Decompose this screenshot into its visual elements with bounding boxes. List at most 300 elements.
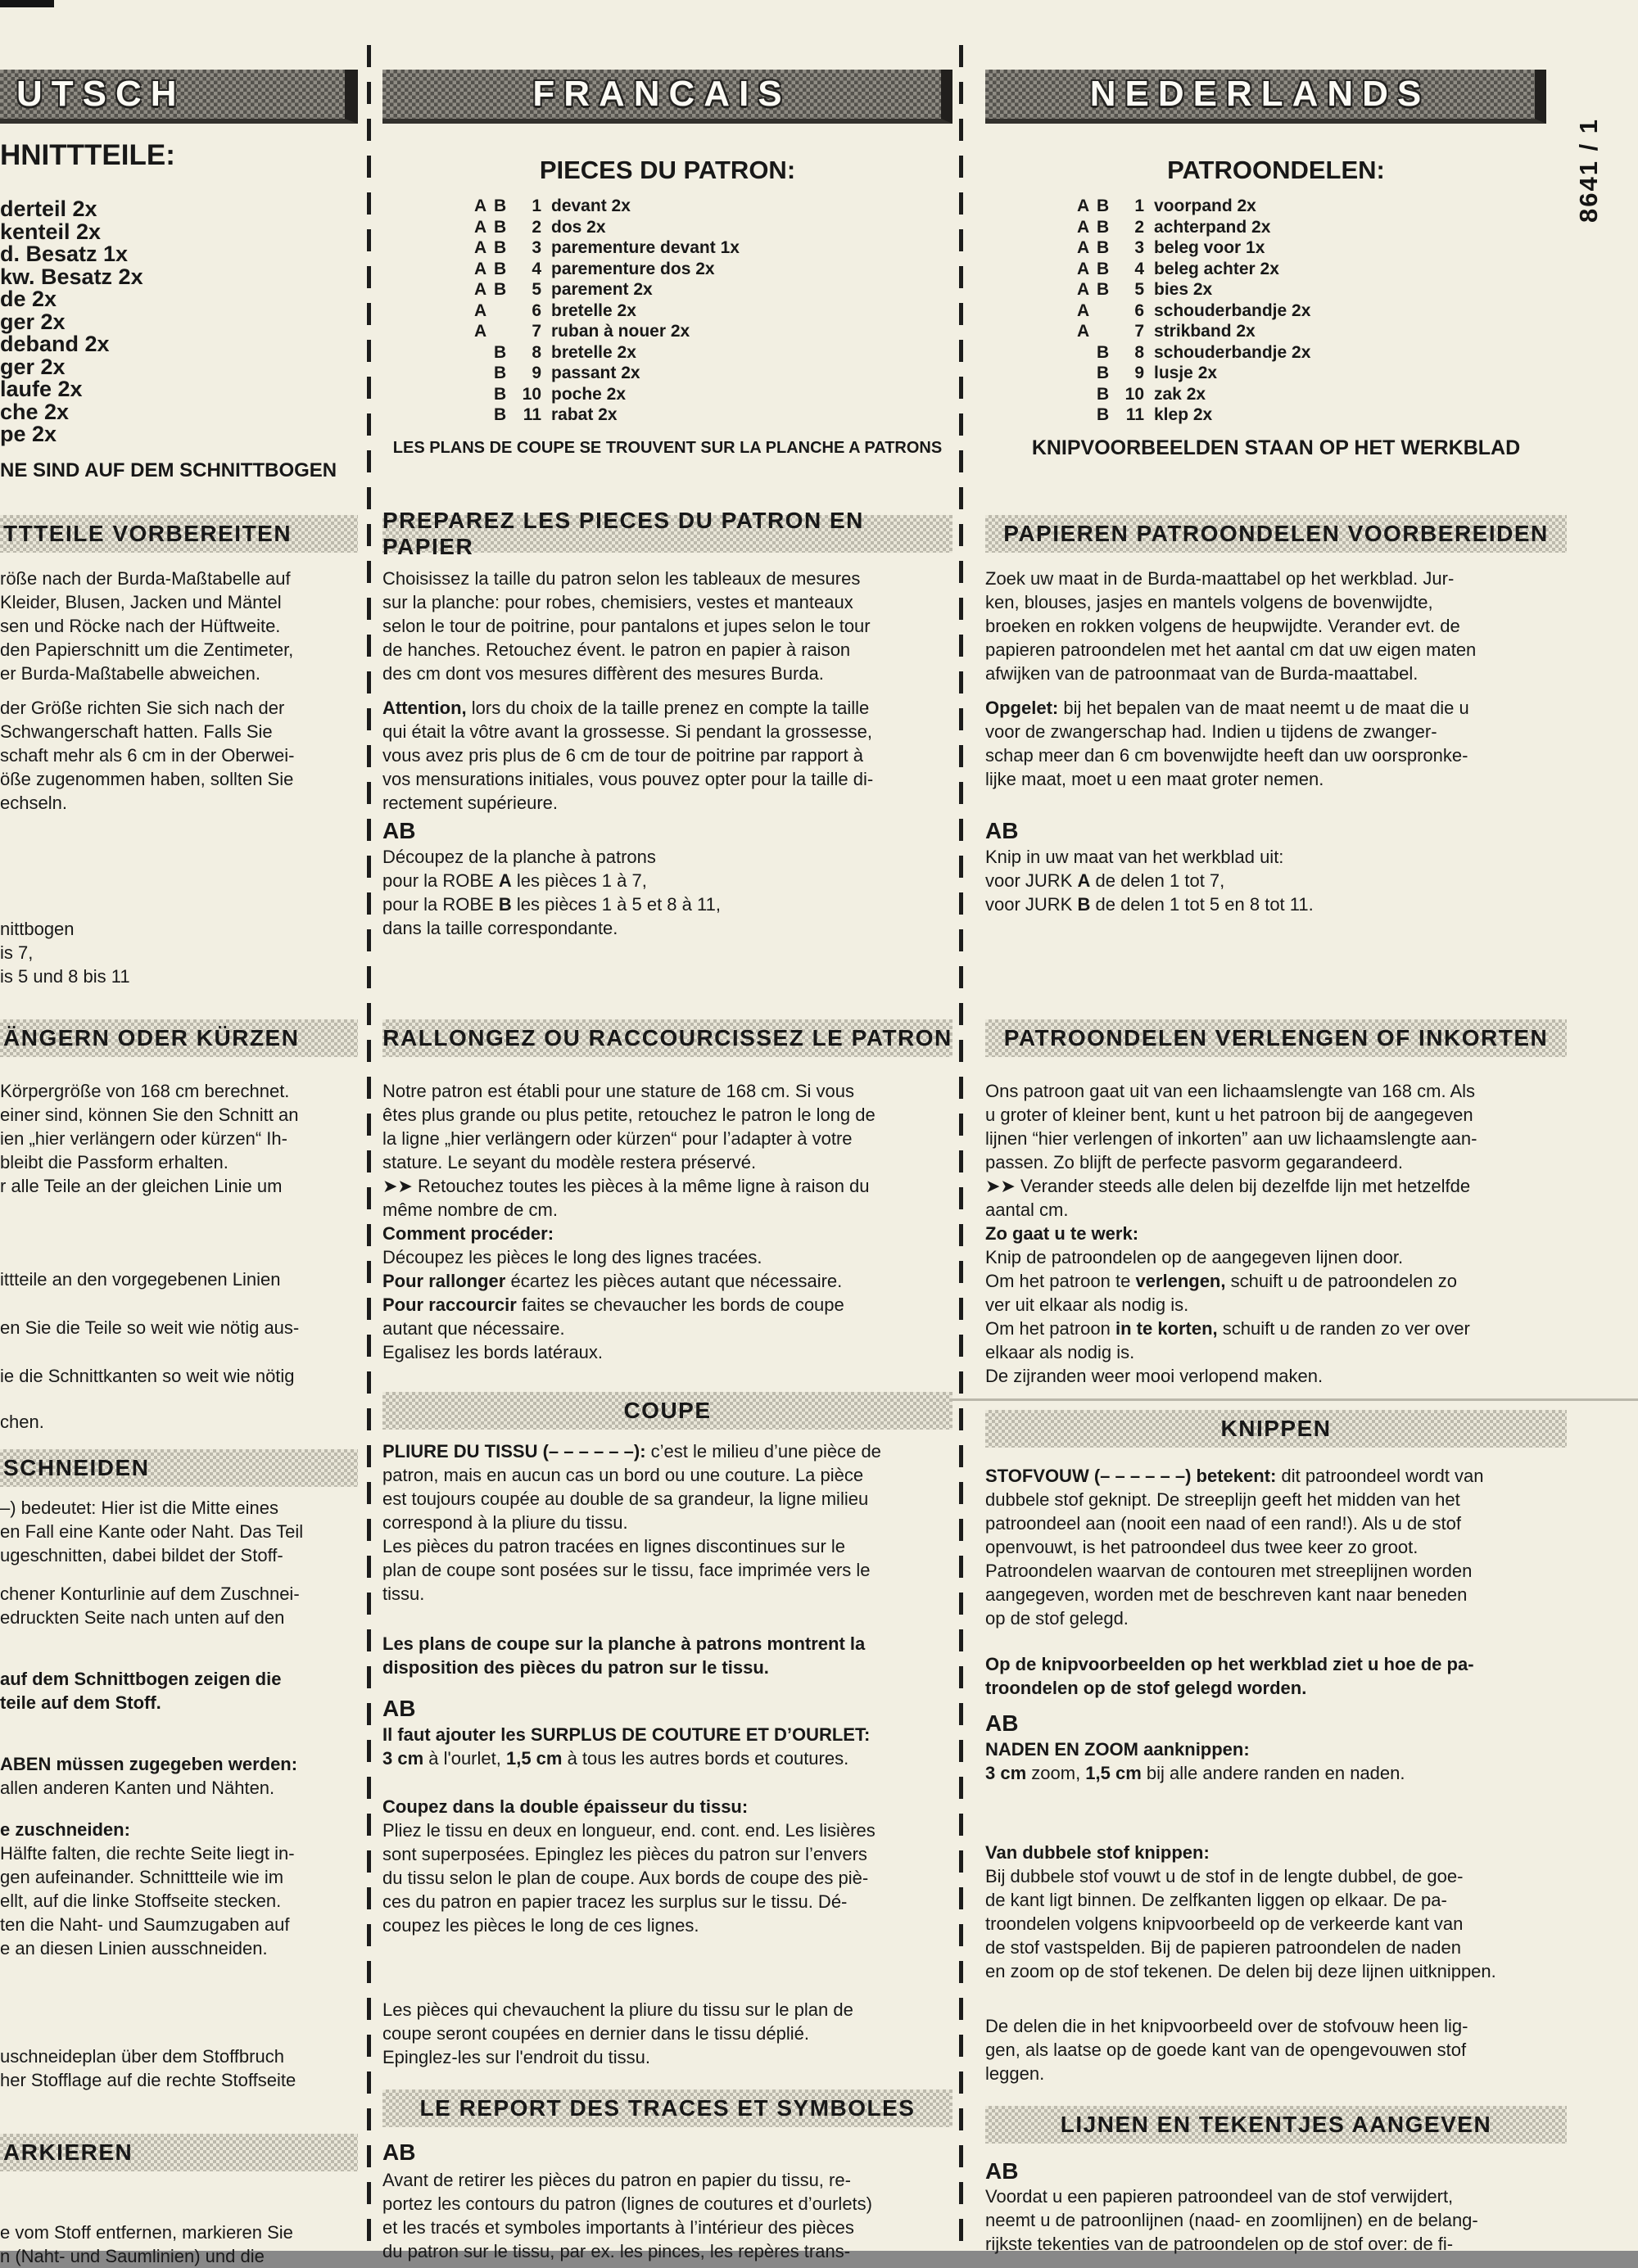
paragraph — [985, 1652, 1567, 1700]
text-line: ie die Schnittkanten so weit wie nötig — [0, 1366, 295, 1386]
text-line: ver uit elkaar als nodig is. — [985, 1294, 1189, 1315]
language-bar — [0, 70, 358, 124]
piece-name-cell: ger 2x — [0, 309, 66, 334]
language-bar-label: FRANCAIS — [532, 74, 791, 114]
text-line: allen anderen Kanten und Nähten. — [0, 1778, 275, 1798]
piece-name-cell: kenteil 2x — [0, 219, 102, 244]
text-line: öße zugenommen haben, sollten Sie — [0, 769, 294, 789]
view-b-cell: B — [1097, 405, 1110, 424]
text-line: einer sind, können Sie den Schnitt an — [0, 1105, 299, 1125]
section-band — [382, 2090, 952, 2127]
piece-name-cell: parementure dos 2x — [551, 259, 715, 278]
text-line: papieren patroondelen met het aantal cm dat uw eigen maten — [985, 639, 1477, 660]
text-line: de hanches. Retouchez évent. le patron en papier à raison — [382, 639, 851, 660]
text-line: voor de zwangerschap had. Indien u tijdens de zwanger- — [985, 721, 1437, 742]
section-band — [985, 515, 1567, 553]
text-line: coupe seront coupées en dernier dans le tissu déplié. — [382, 2023, 810, 2044]
text-line: AB — [985, 1710, 1019, 1736]
view-a-cell: A — [1077, 322, 1090, 341]
text-line: is 5 und 8 bis 11 — [0, 966, 130, 987]
text-line: dubbele stof geknipt. De streeplijn geeft het midden van het — [985, 1489, 1460, 1510]
piece-name-cell: ruban à nouer 2x — [551, 322, 690, 341]
view-a-cell: A — [474, 322, 487, 341]
text-line: vous avez pris plus de 6 cm de tour de poitrine par rapport à — [382, 745, 863, 766]
section-band-label: ÄNGERN ODER KÜRZEN — [3, 1025, 300, 1050]
pattern-piece-list — [985, 197, 1567, 427]
view-a-cell: A — [1077, 300, 1090, 320]
text-line: portez les contours du patron (lignes de coutures et d’ourlets) — [382, 2193, 872, 2214]
language-bar — [985, 70, 1546, 124]
text-line: troondelen op de stof gelegd worden. — [985, 1678, 1307, 1698]
pattern-piece-row — [474, 405, 952, 427]
piece-name-cell: strikband 2x — [1154, 322, 1256, 341]
text-line: den Papierschnitt um die Zentimeter, — [0, 639, 294, 660]
paragraph — [985, 2014, 1567, 2085]
pattern-piece-row — [1077, 238, 1567, 260]
section-band — [985, 1410, 1567, 1448]
text-line: Bij dubbele stof vouwt u de stof in de lengte dubbel, de goe- — [985, 1866, 1464, 1886]
paragraph — [0, 567, 358, 685]
piece-number-cell: 2 — [1134, 217, 1144, 237]
text-line: Pliez le tissu en deux en longueur, end. cont. end. Les lisières — [382, 1820, 876, 1841]
view-b-cell: B — [1097, 197, 1110, 215]
view-a-cell: A — [474, 280, 487, 299]
paragraph — [985, 1841, 1567, 1983]
note-line — [985, 436, 1567, 460]
pattern-piece-row — [474, 301, 952, 323]
section-band-label: PREPAREZ LES PIECES DU PATRON EN PAPIER — [382, 508, 864, 559]
ab-heading — [985, 1711, 1567, 1735]
text-line: sur la planche: pour robes, chemisiers, vestes et manteaux — [382, 592, 853, 612]
piece-name-cell: passant 2x — [551, 364, 640, 382]
piece-name-cell: che 2x — [0, 399, 70, 424]
text-line: elkaar als nodig is. — [985, 1342, 1135, 1362]
paragraph — [985, 1464, 1567, 1630]
text-line: Il faut ajouter les SURPLUS DE COUTURE ET D’OURLET: — [382, 1724, 871, 1745]
paragraph — [985, 1079, 1567, 1388]
text-line: même nombre de cm. — [382, 1200, 558, 1220]
text-line: Van dubbele stof knippen: — [985, 1842, 1210, 1863]
paragraph — [985, 845, 1567, 916]
text-line: êtes plus grande ou plus petite, retouchez le patron le long de — [382, 1105, 876, 1125]
view-a-cell: A — [474, 197, 487, 215]
text-line: coupez les pièces le long de ces lignes. — [382, 1915, 699, 1936]
paragraph — [0, 1818, 358, 1960]
text-line: disposition des pièces du patron sur le tissu. — [382, 1657, 769, 1678]
piece-number-cell: 7 — [1134, 322, 1144, 341]
piece-name-cell: de 2x — [0, 287, 57, 311]
piece-number-cell: 6 — [1134, 300, 1144, 320]
pattern-piece-row — [0, 287, 358, 309]
text-line: Choisissez la taille du patron selon les tableaux de mesures — [382, 568, 861, 589]
text-line: Pour raccourcir faites se chevaucher les bords de coupe — [382, 1294, 844, 1315]
column-title: HNITTTEILE: — [0, 139, 175, 171]
text-line: selon le tour de poitrine, pour pantalons et jupes selon le tour — [382, 616, 871, 636]
text-line: röße nach der Burda-Maßtabelle auf — [0, 568, 291, 589]
paragraph — [382, 1795, 952, 1937]
piece-name-cell: dos 2x — [551, 217, 606, 237]
text-line: ken, blouses, jasjes en mantels volgens de bovenwijdte, — [985, 592, 1433, 612]
piece-number-cell: 10 — [1124, 384, 1144, 404]
text-line: er Burda-Maßtabelle abweichen. — [0, 663, 260, 684]
text-line: ten die Naht- und Saumzugaben auf — [0, 1914, 290, 1935]
pattern-piece-row — [474, 197, 952, 218]
paragraph — [0, 1496, 358, 1567]
text-line: Om het patroon te verlengen, schuift u de patroondelen zo — [985, 1271, 1458, 1291]
view-a-cell: A — [474, 238, 487, 257]
piece-name-cell: pe 2x — [0, 422, 57, 446]
pattern-piece-list — [0, 197, 358, 445]
piece-number-cell: 8 — [532, 342, 541, 362]
text-line: Coupez dans la double épaisseur du tissu: — [382, 1796, 749, 1817]
view-b-cell: B — [1097, 280, 1110, 299]
text-line: KNIPVOORBEELDEN STAAN OP HET WERKBLAD — [1031, 436, 1521, 459]
pattern-piece-row — [474, 343, 952, 364]
pattern-piece-row — [0, 377, 358, 400]
view-b-cell: B — [494, 217, 507, 237]
text-line: gen, als laatse op de goede kant van de opengevouwen stof — [985, 2040, 1467, 2060]
text-line: Pour rallonger écartez les pièces autant que nécessaire. — [382, 1271, 843, 1291]
view-b-cell: B — [1097, 238, 1110, 257]
section-band-label: PAPIEREN PATROONDELEN VOORBEREIDEN — [1003, 521, 1549, 546]
ab-heading — [985, 2159, 1567, 2183]
pattern-piece-row — [1077, 405, 1567, 427]
piece-name-cell: d. Besatz 1x — [0, 242, 129, 266]
piece-name-cell: laufe 2x — [0, 377, 83, 401]
text-line: afwijken van de patroonmaat van de Burda-maattabel. — [985, 663, 1419, 684]
pattern-piece-row — [0, 422, 358, 445]
paragraph — [382, 1079, 952, 1364]
text-line: et les tracés et symboles importants à l’intérieur des pièces — [382, 2217, 854, 2238]
pattern-piece-row — [0, 242, 358, 264]
piece-number-cell: 1 — [1134, 197, 1144, 215]
text-line: nittbogen — [0, 919, 75, 939]
piece-number-cell: 7 — [532, 322, 541, 341]
section-band — [382, 508, 952, 559]
text-line: neemt u de patroonlijnen (naad- en zoomlijnen) en de belang- — [985, 2210, 1478, 2230]
text-line: –) bedeutet: Hier ist die Mitte eines — [0, 1498, 278, 1518]
text-line: qui était la vôtre avant la grossesse. Si pendant la grossesse, — [382, 721, 873, 742]
text-line: plan de coupe sont posées sur le tissu, face imprimée vers le — [382, 1560, 871, 1580]
view-b-cell: B — [494, 280, 507, 299]
text-line: NADEN EN ZOOM aanknippen: — [985, 1739, 1250, 1760]
paragraph — [0, 1316, 358, 1340]
piece-number-cell: 3 — [1134, 238, 1144, 257]
text-line: auf dem Schnittbogen zeigen die — [0, 1669, 282, 1689]
text-line: Om het patroon in te korten, schuift u de randen zo ver over — [985, 1318, 1470, 1339]
view-b-cell: B — [1097, 364, 1110, 382]
view-b-cell: B — [1097, 384, 1110, 404]
text-line: en Sie die Teile so weit wie nötig aus- — [0, 1317, 300, 1338]
column-title: PIECES DU PATRON: — [539, 156, 796, 184]
pattern-piece-row — [474, 322, 952, 343]
piece-number-cell: 6 — [532, 300, 541, 320]
section-band-label: RALLONGEZ OU RACCOURCISSEZ LE PATRON — [382, 1025, 952, 1050]
text-line: Zo gaat u te werk: — [985, 1223, 1139, 1244]
pattern-piece-row — [1077, 322, 1567, 343]
piece-name-cell: beleg achter 2x — [1154, 259, 1279, 278]
text-line: correspond à la pliure du tissu. — [382, 1512, 628, 1533]
piece-number-cell: 4 — [532, 259, 541, 278]
paragraph — [0, 1079, 358, 1198]
text-line: tissu. — [382, 1584, 425, 1604]
section-band-label: PATROONDELEN VERLENGEN OF INKORTEN — [1003, 1025, 1549, 1050]
pattern-piece-row — [474, 280, 952, 301]
pattern-piece-row — [0, 219, 358, 242]
text-line: en zoom op de stof tekenen. De delen bij deze lijnen uitknippen. — [985, 1961, 1496, 1981]
text-line: passen. Zo blijft de perfecte pasvorm gegarandeerd. — [985, 1152, 1403, 1172]
text-line: openvouwt, is het patroondeel dus twee keer zo groot. — [985, 1537, 1419, 1557]
text-line: schaft mehr als 6 cm in der Oberwei- — [0, 745, 295, 766]
ab-heading — [382, 1696, 952, 1720]
text-line: her Stofflage auf die rechte Stoffseite — [0, 2070, 296, 2090]
piece-name-cell: devant 2x — [551, 197, 631, 215]
piece-name-cell: poche 2x — [551, 384, 627, 404]
piece-name-cell: lusje 2x — [1154, 364, 1218, 382]
text-line: Attention, lors du choix de la taille prenez en compte la taille — [382, 698, 870, 718]
piece-name-cell: ger 2x — [0, 354, 66, 379]
text-line: schap meer dan 6 cm bovenwijdte heeft dan uw oorspronke- — [985, 745, 1468, 766]
text-line: vos mensurations initiales, vous pouvez opter pour la taille di- — [382, 769, 874, 789]
text-line: e an diesen Linien ausschneiden. — [0, 1938, 268, 1959]
text-line: Schwangerschaft hatten. Falls Sie — [0, 721, 273, 742]
view-a-cell: A — [1077, 238, 1090, 257]
text-line: 3 cm à l'ourlet, 1,5 cm à tous les autres bords et coutures. — [382, 1748, 849, 1769]
text-line: en Fall eine Kante oder Naht. Das Teil — [0, 1521, 304, 1542]
paragraph — [0, 1582, 358, 1629]
pattern-piece-row — [0, 264, 358, 287]
paragraph — [0, 1267, 358, 1291]
text-line: Notre patron est établi pour une stature de 168 cm. Si vous — [382, 1081, 854, 1101]
pattern-piece-row — [0, 309, 358, 332]
section-band-label: ARKIEREN — [3, 2139, 133, 2165]
view-b-cell: B — [494, 238, 507, 257]
text-line: u groter of kleiner bent, kunt u het patroon bij de aangegeven — [985, 1105, 1473, 1125]
language-bar — [382, 70, 952, 124]
text-line: edruckten Seite nach unten auf den — [0, 1607, 285, 1628]
note-line — [382, 436, 952, 460]
text-line: Opgelet: bij het bepalen van de maat neemt u de maat die u — [985, 698, 1469, 718]
view-b-cell: B — [494, 405, 507, 424]
pattern-piece-row — [1077, 280, 1567, 301]
text-line: ABEN müssen zugegeben werden: — [0, 1754, 298, 1774]
text-line: lijnen “hier verlengen of inkorten” aan uw lichaamslengte aan- — [985, 1128, 1477, 1149]
paragraph — [382, 1439, 952, 1606]
section-band — [0, 1449, 358, 1487]
ab-heading — [382, 2140, 952, 2164]
text-line: op de stof gelegd. — [985, 1608, 1129, 1629]
piece-name-cell: derteil 2x — [0, 197, 97, 221]
section-band — [985, 2106, 1567, 2144]
text-line: leggen. — [985, 2063, 1045, 2084]
piece-name-cell: voorpand 2x — [1154, 197, 1256, 215]
paragraph — [985, 1737, 1567, 1785]
pattern-piece-list — [382, 197, 952, 427]
pattern-piece-row — [474, 260, 952, 281]
paragraph — [382, 1723, 952, 1770]
text-line: des cm dont vos mesures diffèrent des mesures Burda. — [382, 663, 824, 684]
pattern-piece-row — [1077, 343, 1567, 364]
piece-number-cell: 10 — [522, 384, 541, 404]
text-line: Les pièces qui chevauchent la pliure du tissu sur le plan de — [382, 1999, 853, 2020]
text-line: broeken en rokken volgens de heupwijdte. Verander evt. de — [985, 616, 1460, 636]
view-b-cell: B — [494, 259, 507, 278]
paragraph — [0, 1410, 358, 1434]
ab-heading — [985, 819, 1567, 843]
piece-number-cell: 9 — [1134, 364, 1144, 382]
text-line: Op de knipvoorbeelden op het werkblad ziet u hoe de pa- — [985, 1654, 1474, 1674]
text-line: e zuschneiden: — [0, 1819, 130, 1840]
paragraph — [985, 567, 1567, 685]
paragraph — [382, 567, 952, 685]
piece-name-cell: bies 2x — [1154, 280, 1213, 299]
piece-number-cell: 4 — [1134, 259, 1144, 278]
text-line: n (Naht- und Saumlinien) und die — [0, 2246, 265, 2266]
text-line: 3 cm zoom, 1,5 cm bij alle andere randen en naden. — [985, 1763, 1405, 1783]
piece-number-cell: 5 — [1134, 280, 1144, 299]
view-b-cell: B — [494, 342, 507, 362]
text-line: AB — [382, 2139, 416, 2165]
text-line: est toujours coupée au double de sa grandeur, la ligne milieu — [382, 1489, 869, 1509]
pattern-piece-row — [1077, 197, 1567, 218]
text-line: ➤➤ Verander steeds alle delen bij dezelfde lijn met hetzelfde — [985, 1176, 1471, 1196]
section-band — [382, 1392, 952, 1430]
section-band-label: LIJNEN EN TEKENTJES AANGEVEN — [1060, 2112, 1492, 2137]
pattern-number: 8641 / 1 — [1574, 117, 1603, 223]
section-band-label: KNIPPEN — [1220, 1416, 1332, 1441]
view-b-cell: B — [494, 197, 507, 215]
paragraph — [0, 1752, 358, 1800]
section-band-label: TTTEILE VORBEREITEN — [3, 521, 292, 546]
text-line: Les plans de coupe sur la planche à patrons montrent la — [382, 1633, 866, 1654]
text-line: Epinglez-les sur l'endroit du tissu. — [382, 2047, 651, 2067]
pattern-piece-row — [474, 218, 952, 239]
view-b-cell: B — [1097, 217, 1110, 237]
piece-number-cell: 8 — [1134, 342, 1144, 362]
text-line: Egalisez les bords latéraux. — [382, 1342, 604, 1362]
piece-name-cell: kw. Besatz 2x — [0, 264, 143, 289]
text-line: Patroondelen waarvan de contouren met streeplijnen worden — [985, 1561, 1473, 1581]
piece-number-cell: 3 — [532, 238, 541, 257]
view-a-cell: A — [1077, 197, 1090, 215]
text-line: r alle Teile an der gleichen Linie um — [0, 1176, 283, 1196]
text-line: chener Konturlinie auf dem Zuschnei- — [0, 1584, 300, 1604]
text-line: e vom Stoff entfernen, markieren Sie — [0, 2222, 293, 2243]
section-band — [382, 1019, 952, 1057]
text-line: aantal cm. — [985, 1200, 1069, 1220]
paragraph — [382, 845, 952, 940]
text-line: dans la taille correspondante. — [382, 918, 618, 938]
pattern-piece-row — [1077, 364, 1567, 385]
text-line: De zijranden weer mooi verlopend maken. — [985, 1366, 1324, 1386]
text-line: Ons patroon gaat uit van een lichaamslengte van 168 cm. Als — [985, 1081, 1476, 1101]
text-line: Zoek uw maat in de Burda-maattabel op het werkblad. Jur- — [985, 568, 1455, 589]
column-deutsch — [0, 0, 358, 2266]
text-line: la ligne „hier verlängern oder kürzen“ pour l’adapter à votre — [382, 1128, 853, 1149]
text-line: voor JURK A de delen 1 tot 7, — [985, 870, 1225, 891]
text-line: der Größe richten Sie sich nach der — [0, 698, 285, 718]
piece-name-cell: schouderbandje 2x — [1154, 342, 1311, 362]
view-b-cell: B — [1097, 342, 1110, 362]
text-line: du patron sur le tissu, par ex. les pinces, les repères trans- — [382, 2241, 851, 2261]
piece-number-cell: 5 — [532, 280, 541, 299]
paragraph — [985, 2184, 1567, 2256]
text-line: du tissu selon le plan de coupe. Aux bords de coupe des piè- — [382, 1868, 869, 1888]
text-line: AB — [382, 1696, 416, 1721]
text-line: Les pièces du patron tracées en lignes discontinues sur le — [382, 1536, 846, 1556]
piece-name-cell: parement 2x — [551, 280, 653, 299]
text-line: Kleider, Blusen, Jacken und Mäntel — [0, 592, 282, 612]
text-line: chen. — [0, 1412, 44, 1432]
text-line: AB — [382, 818, 416, 843]
text-line: ugeschnitten, dabei bildet der Stoff- — [0, 1545, 283, 1565]
pattern-piece-row — [1077, 260, 1567, 281]
piece-number-cell: 9 — [532, 364, 541, 382]
text-line: AB — [985, 818, 1019, 843]
column-title: PATROONDELEN: — [1167, 156, 1385, 184]
language-bar-label: UTSCH — [16, 74, 186, 114]
text-line: ien „hier verlängern oder kürzen“ Ih- — [0, 1128, 287, 1149]
view-b-cell: B — [1097, 259, 1110, 278]
language-bar-label: NEDERLANDS — [1089, 74, 1431, 114]
text-line: Körpergröße von 168 cm berechnet. — [0, 1081, 290, 1101]
text-line: sont superposées. Epinglez les pièces du patron sur l’envers — [382, 1844, 867, 1864]
view-a-cell: A — [1077, 217, 1090, 237]
pattern-piece-row — [0, 197, 358, 219]
text-line: Knip de patroondelen op de aangegeven lijnen door. — [985, 1247, 1404, 1267]
section-band — [0, 1019, 358, 1057]
text-line: aangegeven, worden met de beschreven kant naar beneden — [985, 1584, 1468, 1605]
view-a-cell: A — [474, 259, 487, 278]
pattern-piece-row — [1077, 385, 1567, 406]
text-line: troondelen volgens knipvoorbeeld op de verkeerde kant van — [985, 1913, 1464, 1934]
piece-name-cell: schouderbandje 2x — [1154, 300, 1311, 320]
pattern-piece-row — [474, 385, 952, 406]
pattern-piece-row — [0, 400, 358, 422]
piece-name-cell: bretelle 2x — [551, 342, 636, 362]
text-line: Comment procéder: — [382, 1223, 554, 1244]
text-line: patron, mais en aucun cas un bord ou une couture. La pièce — [382, 1465, 864, 1485]
view-b-cell: B — [494, 364, 507, 382]
piece-name-cell: klep 2x — [1154, 405, 1213, 424]
text-line: pour la ROBE B les pièces 1 à 5 et 8 à 11, — [382, 894, 721, 915]
paragraph — [0, 696, 358, 815]
section-band — [0, 2134, 358, 2171]
paragraph — [382, 696, 952, 815]
paragraph — [382, 1632, 952, 1679]
text-line: autant que nécessaire. — [382, 1318, 565, 1339]
text-line: is 7, — [0, 942, 34, 963]
column-divider — [367, 45, 371, 2251]
note-line — [0, 459, 358, 482]
text-line: ellt, auf die linke Stoffseite stecken. — [0, 1891, 282, 1911]
view-a-cell: A — [1077, 259, 1090, 278]
text-line: Découpez de la planche à patrons — [382, 847, 656, 867]
text-line: voor JURK B de delen 1 tot 5 en 8 tot 11. — [985, 894, 1314, 915]
piece-name-cell: deband 2x — [0, 332, 110, 356]
piece-number-cell: 2 — [532, 217, 541, 237]
piece-name-cell: achterpand 2x — [1154, 217, 1271, 237]
pattern-piece-row — [474, 238, 952, 260]
text-line: NE SIND AUF DEM SCHNITTBOGEN — [0, 459, 337, 481]
pattern-piece-row — [0, 355, 358, 377]
text-line: rijkste tekenties van de patroondelen op de stof over: de fi- — [985, 2234, 1454, 2254]
text-line: gen aufeinander. Schnittteile wie im — [0, 1867, 284, 1887]
text-line: LES PLANS DE COUPE SE TROUVENT SUR LA PLANCHE A PATRONS — [392, 439, 943, 457]
text-line: ➤➤ Retouchez toutes les pièces à la même ligne à raison du — [382, 1176, 870, 1196]
text-line: PLIURE DU TISSU (– – – – – –): c’est le milieu d’une pièce de — [382, 1441, 881, 1462]
text-line: Hälfte falten, die rechte Seite liegt in- — [0, 1843, 295, 1864]
